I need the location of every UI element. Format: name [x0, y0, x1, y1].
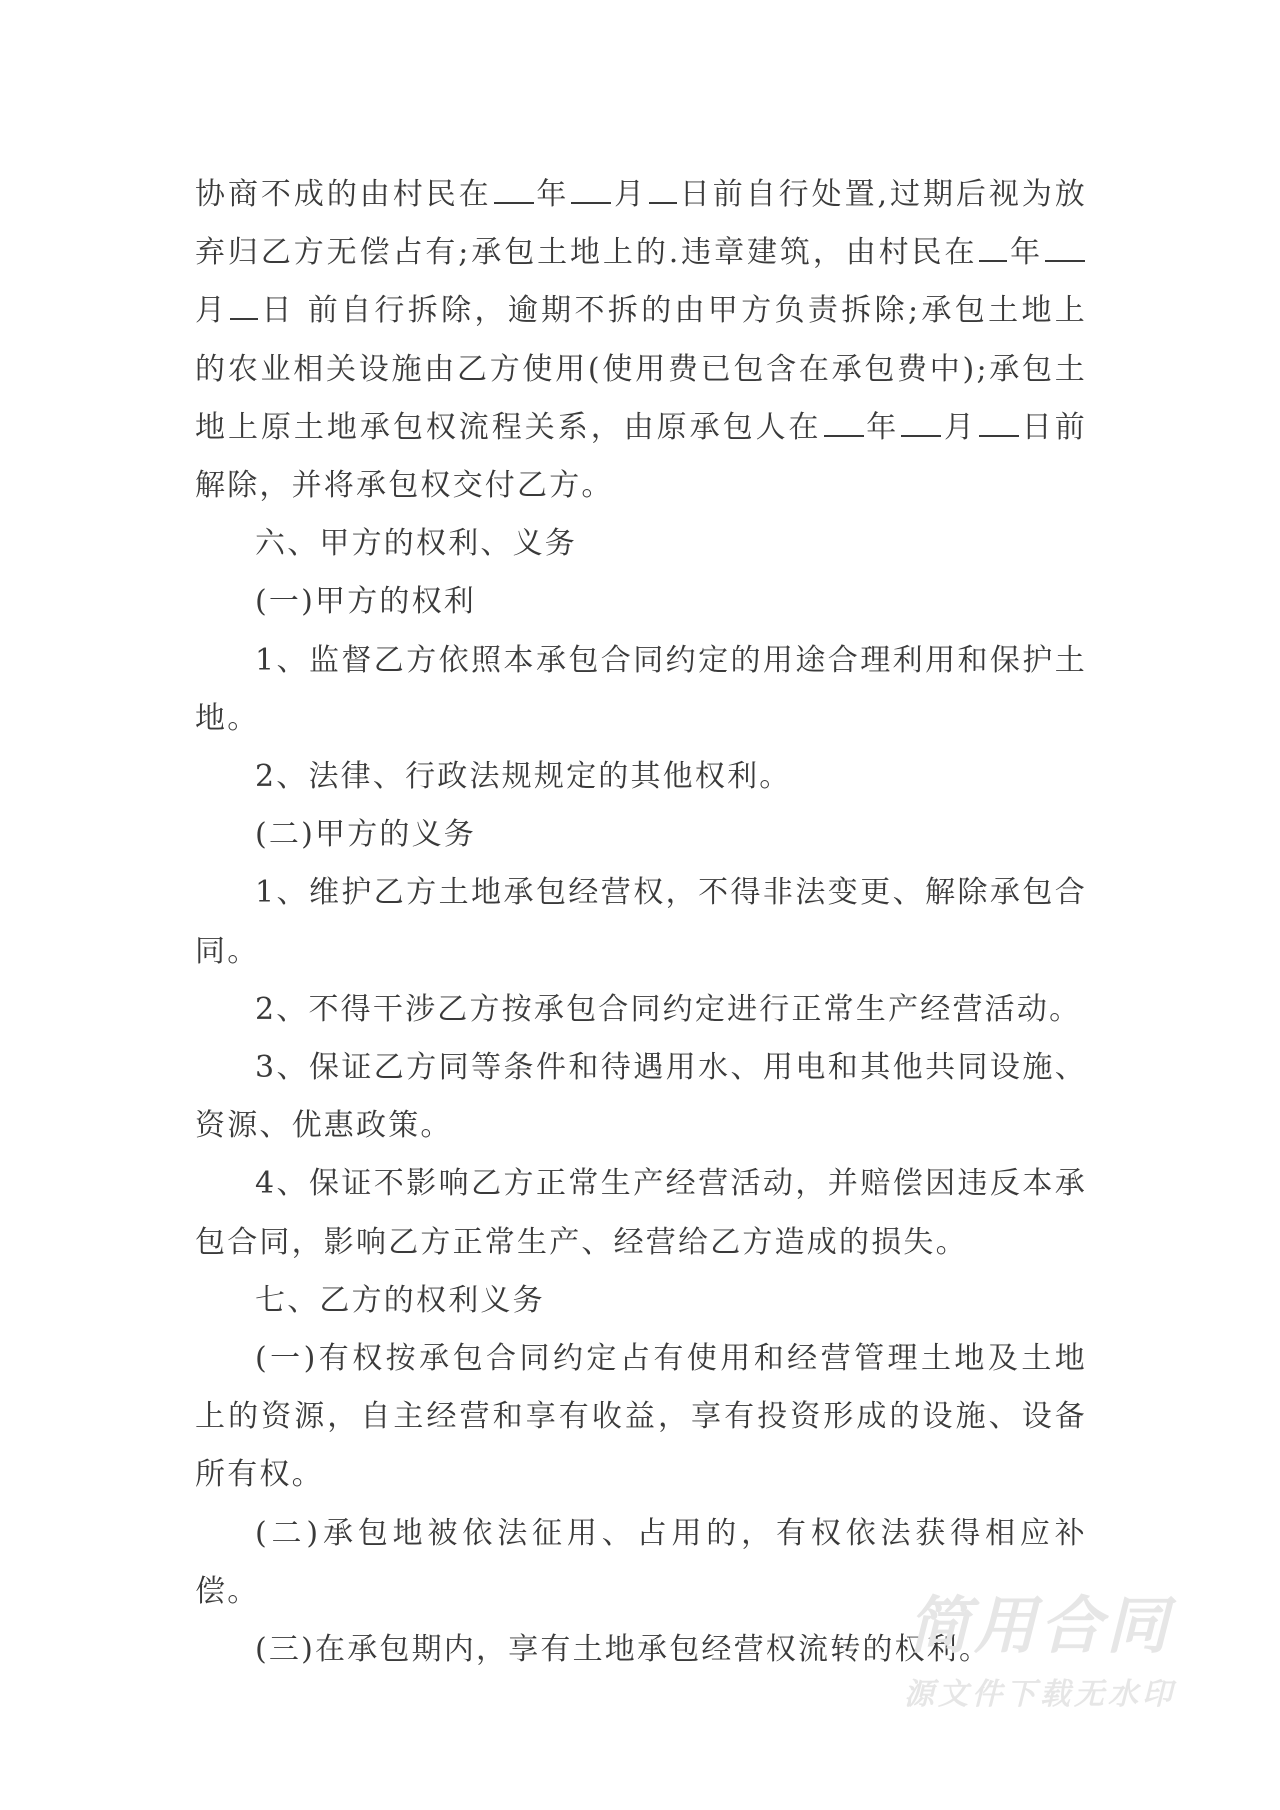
watermark-subtitle: 源文件下载无水印 [904, 1677, 1176, 1712]
paragraph [195, 1330, 1087, 1505]
fill-in-blank [824, 409, 864, 437]
paragraph-text: 六、甲方的权利、义务 [255, 526, 577, 562]
document-page [195, 166, 1087, 1679]
paragraph-text: 年 [535, 177, 570, 212]
paragraph [195, 1505, 1087, 1621]
paragraph [195, 515, 1087, 573]
paragraph [195, 1155, 1087, 1271]
fill-in-blank [230, 292, 258, 320]
paragraph-text: 4、保证不影响乙方正常生产经营活动，并赔偿因违反本承包合同，影响乙方正常生产、经营给乙方造成的损失。 [195, 1166, 1087, 1260]
paragraph [195, 1272, 1087, 1330]
paragraph-text: 日 前自行拆除，逾期不拆的由甲方负责拆除;承包土地上的农业相关设施由乙方使用(使用费已包含在承包费中);承包土地上原土地承包权流程关系，由原承包人在 [195, 293, 1088, 445]
fill-in-blank [1045, 234, 1085, 262]
paragraph [195, 166, 1087, 515]
paragraph-text: 年 [865, 409, 900, 445]
watermark-title: 简用合同 [907, 1589, 1172, 1662]
paragraph-text: 3、保证乙方同等条件和待遇用水、用电和其他共同设施、资源、优惠政策。 [195, 1050, 1087, 1144]
paragraph [195, 1621, 1087, 1679]
paragraph [195, 573, 1087, 631]
paragraph [195, 748, 1087, 806]
paragraph-text: 2、不得干涉乙方按承包合同约定进行正常生产经营活动。 [255, 991, 1082, 1027]
paragraph-text: (二)甲方的义务 [255, 817, 477, 853]
paragraph-text: 月 [195, 293, 229, 329]
paragraph-text: 2、法律、行政法规规定的其他权利。 [255, 759, 792, 795]
paragraph-text: (二)承包地被依法征用、占用的，有权依法获得相应补偿。 [195, 1515, 1087, 1609]
paragraph-text: (三)在承包期内，享有土地承包经营权流转的权利。 [255, 1632, 992, 1668]
fill-in-blank [494, 176, 534, 204]
paragraph [195, 864, 1087, 980]
paragraph [195, 806, 1087, 864]
paragraph-text: (一)甲方的权利 [255, 584, 477, 620]
paragraph-text: 年 [1009, 235, 1043, 271]
paragraph-text: 月 [943, 409, 978, 445]
paragraph-text: 1、维护乙方土地承包经营权，不得非法变更、解除承包合同。 [195, 875, 1087, 969]
paragraph-text: 日前解除，并将承包权交付乙方。 [195, 409, 1087, 504]
fill-in-blank [979, 234, 1007, 262]
paragraph [195, 632, 1087, 748]
paragraph-text: (一)有权按承包合同约定占有使用和经营管理土地及土地上的资源，自主经营和享有收益，享有投资形成的设施、设备所有权。 [195, 1341, 1087, 1493]
fill-in-blank [571, 176, 611, 204]
paragraph [195, 1039, 1087, 1155]
paragraph-text: 日前自行处置,过期后视为放弃归乙方无偿占有;承包土地上的.违章建筑，由村民在 [195, 177, 1088, 271]
paragraph-text: 1、监督乙方依照本承包合同约定的用途合理利用和保护土地。 [195, 642, 1087, 736]
paragraph-text: 月 [613, 177, 648, 212]
fill-in-blank [649, 176, 677, 204]
paragraph-text: 协商不成的由村民在 [195, 177, 492, 212]
paragraph-text: 七、乙方的权利义务 [255, 1282, 545, 1318]
fill-in-blank [979, 409, 1019, 437]
paragraph [195, 981, 1087, 1039]
fill-in-blank [901, 409, 941, 437]
